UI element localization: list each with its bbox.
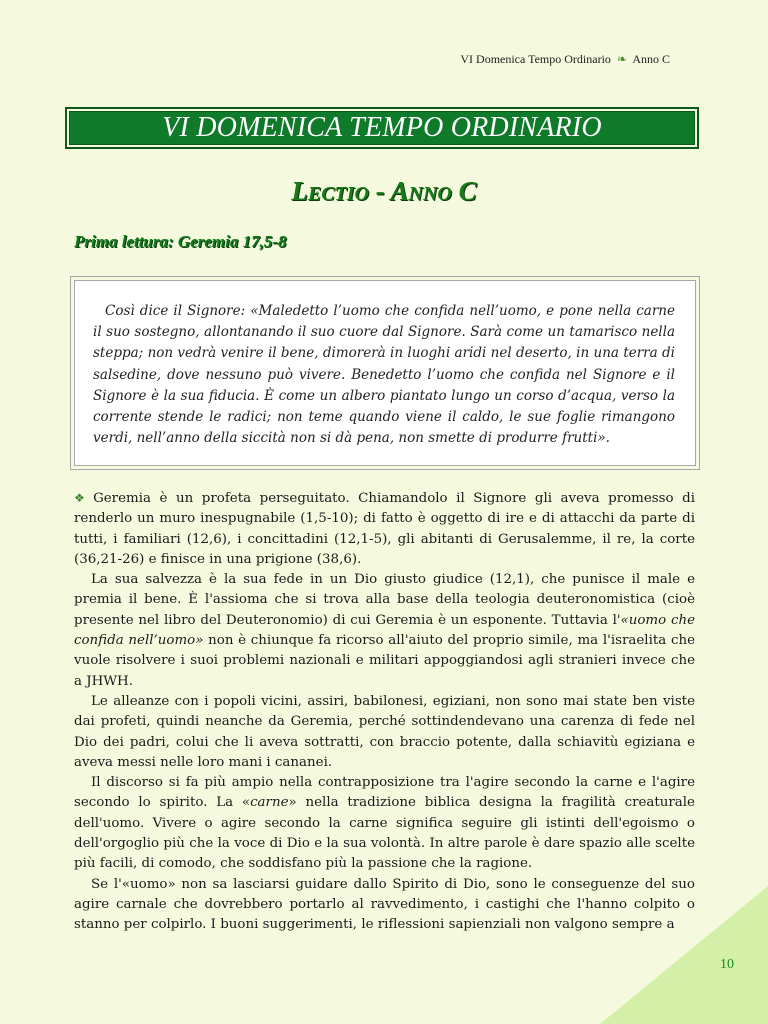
commentary-paragraph-1-text: Geremia è un profeta perseguitato. Chiamandolo il Signore gli aveva promesso di renderlo un muro inespugnabile (1,5-10); di fatto è oggetto di ire e di attacchi da parte di tutti, i familiari (12,6), i concittadini (12,1-5), gli abitanti di Gerusalemme, il re, la corte (36,21-26) e finisce in una prigione (38,6). [74,491,695,567]
commentary-paragraph-2-text-a: La sua salvezza è la sua fede in un Dio giusto giudice (12,1), che punisce il male e premia il bene. È l'assioma che si trova alla base della teologia deuteronomistica (cioè presente nel libro del Deuteronomio) di cui Geremia è un esponente. Tuttavia l' [74,572,695,628]
reading-heading: Prima lettura: Geremia 17,5-8 [74,232,287,251]
subtitle-anno-rest: NNO [408,183,452,205]
page-number: 10 [720,957,734,972]
commentary-paragraph-1 [74,488,695,570]
running-header-year: Anno C [632,52,670,66]
commentary-paragraph-5: Se l'«uomo» non sa lasciarsi guidare dallo Spirito di Dio, sono le conseguenze del suo agire carnale che dovrebbero portarlo al ravvedimento, i castighi che l'hanno colpito o stanno per colpirlo. I buoni suggerimenti, le riflessioni sapienziali non valgono sempre a [74,876,695,933]
commentary-paragraph-4-text-a: Il discorso si fa più ampio nella contrapposizione tra l'agire secondo la carne e l'agire secondo lo spirito. La « [74,775,695,811]
commentary-body [74,488,695,936]
commentary-paragraph-3: Le alleanze con i popoli vicini, assiri, babilonesi, egiziani, non sono mai state ben viste dai profeti, quindi neanche da Geremia, perché sottindendevano una carenza di fede nel Dio dei padri, colui che li aveva sottratti, con braccio potente, dalla schiavitù egiziana e aveva messi nelle loro mani i cananei. [74,693,695,770]
subtitle-lectio-rest: ECTIO [307,183,369,205]
subtitle-initial-a: A [390,176,409,206]
commentary-paragraph-4-text-b: » nella tradizione biblica designa la fragilità creaturale dell'uomo. Vivere o agire secondo la carne significa seguire gli istinti dell'egoismo o dell'orgoglio più che la voce di Dio e la sua volontà. In altre parole è dare spazio alle scelte più facili, di comodo, che soddisfano più la passione che la ragione. [74,795,695,872]
title-banner [65,107,699,149]
leaf-scroll-icon: ❧ [616,52,627,66]
page-title: VI DOMENICA TEMPO ORDINARIO [162,112,602,143]
subtitle [0,176,768,207]
commentary-paragraph-2-text-b: non è chiunque fa ricorso all'aiuto del proprio simile, ma l'israelita che vuole risolvere i suoi problemi nazionali e militari appoggiandosi agli stranieri invece che a JHWH. [74,633,695,689]
reading-quote-inner [74,280,696,466]
commentary-paragraph-2-quote: «uomo che confida nell’uomo» [74,612,695,649]
running-header-title: VI Domenica Tempo Ordinario [460,52,611,66]
reading-quote-box [70,276,700,470]
commentary-paragraph-2 [74,570,695,692]
subtitle-initial-l: L [291,176,308,206]
diamond-bullet-icon: ❖ [74,491,90,505]
subtitle-year-letter: C [451,176,477,206]
subtitle-dash: - [369,176,391,206]
commentary-paragraph-4-term: carne [250,795,289,811]
reading-quote-text: Così dice il Signore: «Maledetto l’uomo che confida nell’uomo, e pone nella carne il suo sostegno, allontanando il suo cuore dal Signore. Sarà come un tamarisco nella steppa; non vedrà venire il bene, dimorerà in luoghi aridi nel deserto, in una terra di salsedine, dove nessuno può vivere. Benedetto l’uomo che confida nel Signore e il Signore è la sua fiducia. È come un albero piantato lungo un corso d’acqua, verso la corrente stende le radici; non teme quando viene il caldo, le sue foglie rimangono verdi, nell’anno della siccità non si dà pena, non smette di produrre frutti». [93,303,675,447]
commentary-paragraph-4 [74,773,695,874]
running-header [460,52,670,67]
